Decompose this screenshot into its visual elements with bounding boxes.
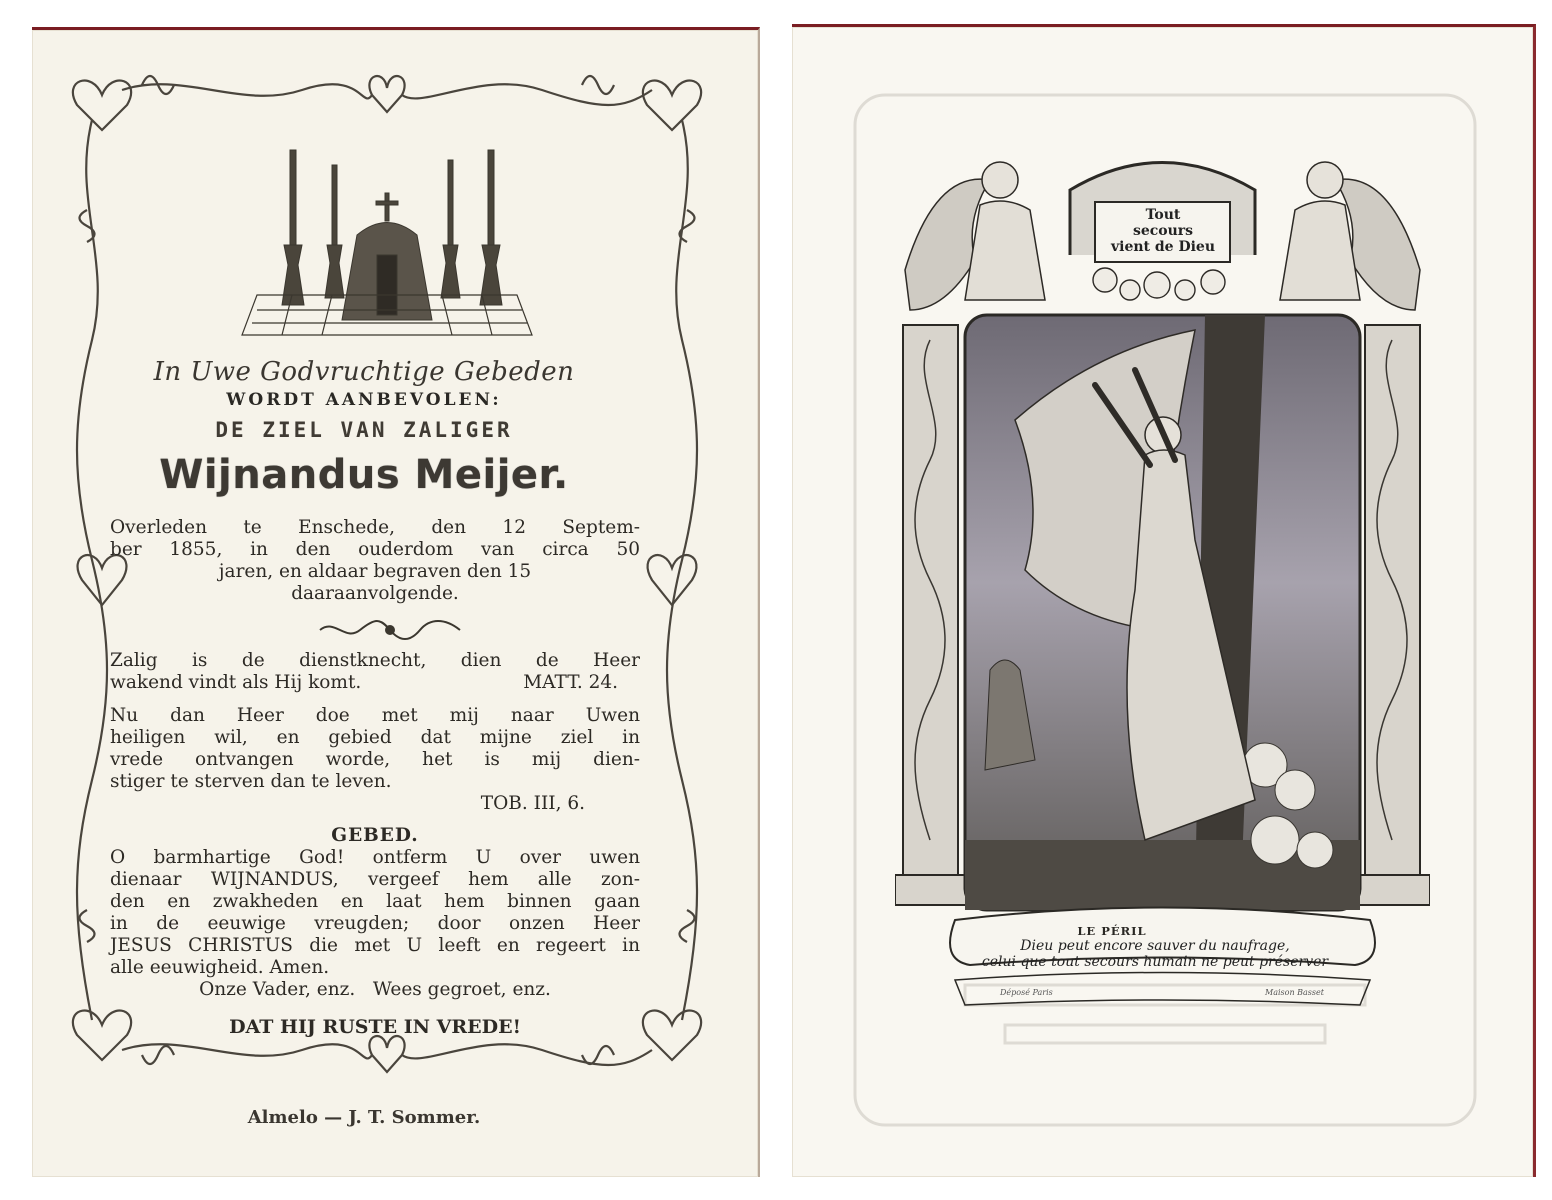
banner-line: vient de Dieu [1111,239,1215,255]
quote-line: vrede ontvangen worde, het is mij dien- [110,749,640,770]
imprint-right: Maison Basset [1265,988,1324,997]
quote-reference: MATT. 24. [523,672,618,693]
obituary-text [110,517,640,605]
obituary-line: ber 1855, in den ouderdom van circa 50 [110,539,640,560]
soul-line: DE ZIEL VAN ZALIGER [215,418,513,442]
quote-tobit [110,705,640,815]
prayer-line: dienaar WIJNANDUS, vergeef hem alle zon- [110,869,640,890]
quote-line: stiger te sterven dan te leven. [110,771,392,792]
banner-line: Tout [1145,207,1181,223]
engraving-le-peril [895,150,1430,1020]
prayer-section [110,825,640,1001]
divider-ornament [315,618,465,642]
quote-reference: TOB. III, 6. [480,793,585,814]
prayer-line: den en zwakheden en laat hem binnen gaan [110,891,640,912]
quote-line: heiligen wil, en gebied dat mijne ziel in [110,727,640,748]
obituary-line: jaren, en aldaar begraven den 15 [218,561,532,582]
prayer-line: alle eeuwigheid. Amen. [110,957,330,978]
quote-line: wakend vindt als Hij komt. [110,672,362,693]
quote-line: Nu dan Heer doe met mij naar Uwen [110,705,640,726]
publisher-imprint: Almelo — J. T. Sommer. [247,1107,481,1128]
prayer-line: JESUS CHRISTUS die met U leeft en regeert in [110,935,640,956]
closing-line [110,1016,640,1038]
engraving-caption: Dieu peut encore sauver du naufrage, [1020,938,1290,954]
prayer-line: in de eeuwige vreugden; door onzen Heer [110,913,640,934]
obituary-line: daaraanvolgende. [291,583,459,604]
intro-heading: In Uwe Godvruchtige Gebeden [153,357,575,387]
quote-matthew [110,650,640,694]
deceased-name: Wijnandus Meijer. [159,452,569,498]
prayer-line: O barmhartige God! ontferm U over uwen [110,847,640,868]
banner-line: secours [1132,223,1194,239]
engraving-title: LE PÉRIL [1077,924,1147,938]
prayer-extra: Onze Vader, enz. Wees gegroet, enz. [199,979,551,1000]
imprint-left: Déposé Paris [1000,988,1053,997]
prayer-title: GEBED. [331,825,419,846]
recommended-line: WORDT AANBEVOLEN: [226,390,502,410]
banner-text [1098,207,1228,255]
rest-in-peace: DAT HIJ RUSTE IN VREDE! [229,1016,521,1038]
quote-line: Zalig is de dienstknecht, dien de Heer [110,650,640,671]
engraving-caption: celui que tout secours humain ne peut préserver [981,954,1329,970]
altar-illustration [222,145,552,340]
obituary-line: Overleden te Enschede, den 12 Septem- [110,517,640,538]
